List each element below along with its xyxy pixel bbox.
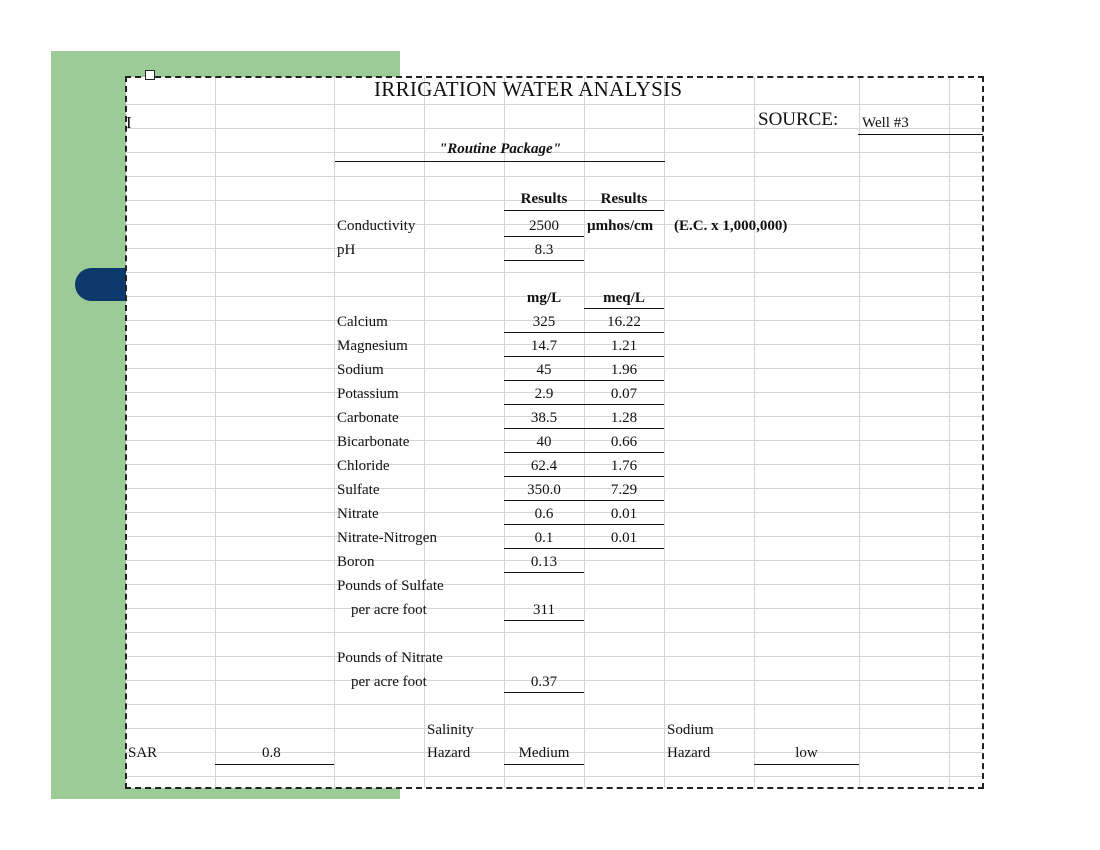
sar-underline xyxy=(215,764,334,765)
grid-column-line xyxy=(334,77,335,788)
sar-label: SAR xyxy=(128,745,158,761)
ion-meq-underline xyxy=(584,404,664,405)
nitrate-lbs-line1: Pounds of Nitrate xyxy=(337,650,443,666)
ion-name: Bicarbonate xyxy=(337,434,410,450)
sodium-hazard-value: low xyxy=(795,745,818,761)
sulfate-lbs-line1: Pounds of Sulfate xyxy=(337,578,444,594)
ion-mg-value: 2.9 xyxy=(534,386,554,402)
conductivity-underline xyxy=(504,236,584,237)
nitrate-lbs-underline xyxy=(504,692,584,693)
ion-name: Potassium xyxy=(337,386,399,402)
ph-label: pH xyxy=(337,242,356,258)
ion-meq-underline xyxy=(584,428,664,429)
grid-column-line xyxy=(215,77,216,788)
unit-mg-header: mg/L xyxy=(526,290,562,306)
ion-mg-underline xyxy=(504,428,584,429)
ion-meq-underline xyxy=(584,452,664,453)
sar-value: 0.8 xyxy=(262,745,281,761)
ion-mg-value: 350.0 xyxy=(527,482,561,498)
salinity-underline xyxy=(504,764,584,765)
results-header-1: Results xyxy=(520,191,568,207)
ion-mg-underline xyxy=(504,524,584,525)
ion-mg-underline xyxy=(504,452,584,453)
ion-name: Calcium xyxy=(337,314,388,330)
salinity-line1: Salinity xyxy=(427,722,474,738)
grid-row-line xyxy=(126,656,983,657)
ion-meq-value: 1.21 xyxy=(610,338,638,354)
boron-underline xyxy=(504,572,584,573)
ion-meq-value: 1.96 xyxy=(610,362,638,378)
grid-column-line xyxy=(754,77,755,788)
unit-meq-header: meq/L xyxy=(603,290,645,306)
spreadsheet-area xyxy=(126,77,983,788)
salinity-line2: Hazard xyxy=(427,745,471,761)
sodium-hazard-underline xyxy=(754,764,859,765)
conductivity-value: 2500 xyxy=(529,218,559,234)
ion-mg-underline xyxy=(504,500,584,501)
results-underline-1 xyxy=(504,210,584,211)
ph-underline xyxy=(504,260,584,261)
ion-name: Magnesium xyxy=(337,338,408,354)
grid-row-line xyxy=(126,776,983,777)
grid-column-line xyxy=(859,77,860,788)
ion-name: Nitrate-Nitrogen xyxy=(337,530,437,546)
ion-name: Sulfate xyxy=(337,482,380,498)
ion-mg-underline xyxy=(504,332,584,333)
grid-row-line xyxy=(126,128,983,129)
sulfate-lbs-underline xyxy=(504,620,584,621)
ion-meq-value: 1.76 xyxy=(610,458,638,474)
ion-meq-value: 16.22 xyxy=(607,314,641,330)
source-underline xyxy=(858,134,983,135)
selection-handle[interactable] xyxy=(145,70,155,80)
unit-meq-underline xyxy=(584,308,664,309)
sulfate-lbs-line2: per acre foot xyxy=(351,602,427,618)
results-underline-2 xyxy=(584,210,664,211)
ion-mg-underline xyxy=(504,404,584,405)
results-header-2: Results xyxy=(600,191,648,207)
ion-name: Nitrate xyxy=(337,506,379,522)
ion-name: Sodium xyxy=(337,362,384,378)
ion-mg-value: 0.6 xyxy=(534,506,554,522)
salinity-value: Medium xyxy=(518,745,570,761)
ion-name: Chloride xyxy=(337,458,390,474)
boron-value: 0.13 xyxy=(530,554,558,570)
ion-meq-underline xyxy=(584,524,664,525)
sodium-hazard-line1: Sodium xyxy=(667,722,714,738)
package-label: "Routine Package" xyxy=(438,141,562,157)
source-value: Well #3 xyxy=(862,115,909,131)
ph-value: 8.3 xyxy=(534,242,554,258)
ion-meq-value: 0.07 xyxy=(610,386,638,402)
ion-meq-underline xyxy=(584,476,664,477)
grid-row-line xyxy=(126,704,983,705)
ion-meq-value: 0.01 xyxy=(610,530,638,546)
source-label: SOURCE: xyxy=(758,109,839,130)
ion-meq-underline xyxy=(584,356,664,357)
corner-mark: I xyxy=(126,113,132,132)
ion-meq-value: 0.66 xyxy=(610,434,638,450)
ion-meq-value: 0.01 xyxy=(610,506,638,522)
sodium-hazard-line2: Hazard xyxy=(667,745,711,761)
grid-column-line xyxy=(664,77,665,788)
ion-mg-value: 14.7 xyxy=(530,338,558,354)
sulfate-lbs-value: 311 xyxy=(533,602,555,618)
grid-row-line xyxy=(126,176,983,177)
conductivity-label: Conductivity xyxy=(337,218,416,234)
package-underline xyxy=(335,161,665,162)
ion-meq-underline xyxy=(584,380,664,381)
boron-label: Boron xyxy=(337,554,375,570)
nitrate-lbs-line2: per acre foot xyxy=(351,674,427,690)
grid-column-line xyxy=(949,77,950,788)
page-title: IRRIGATION WATER ANALYSIS xyxy=(374,77,683,101)
ion-mg-underline xyxy=(504,548,584,549)
grid-row-line xyxy=(126,632,983,633)
grid-row-line xyxy=(126,728,983,729)
ion-mg-underline xyxy=(504,380,584,381)
grid-row-line xyxy=(126,104,983,105)
ion-meq-value: 1.28 xyxy=(610,410,638,426)
conductivity-note: (E.C. x 1,000,000) xyxy=(674,218,788,234)
ion-mg-value: 38.5 xyxy=(530,410,558,426)
ion-mg-value: 0.1 xyxy=(534,530,554,546)
ion-name: Carbonate xyxy=(337,410,399,426)
nitrate-lbs-value: 0.37 xyxy=(530,674,558,690)
ion-mg-value: 325 xyxy=(532,314,556,330)
ion-mg-underline xyxy=(504,476,584,477)
ion-mg-value: 45 xyxy=(536,362,552,378)
grid-row-line xyxy=(126,272,983,273)
ion-mg-value: 40 xyxy=(536,434,552,450)
ion-mg-underline xyxy=(504,356,584,357)
grid-row-line xyxy=(126,584,983,585)
ion-meq-underline xyxy=(584,500,664,501)
ion-meq-value: 7.29 xyxy=(610,482,638,498)
ion-meq-underline xyxy=(584,332,664,333)
conductivity-unit: µmhos/cm xyxy=(587,218,654,234)
ion-mg-value: 62.4 xyxy=(530,458,558,474)
ion-meq-underline xyxy=(584,548,664,549)
